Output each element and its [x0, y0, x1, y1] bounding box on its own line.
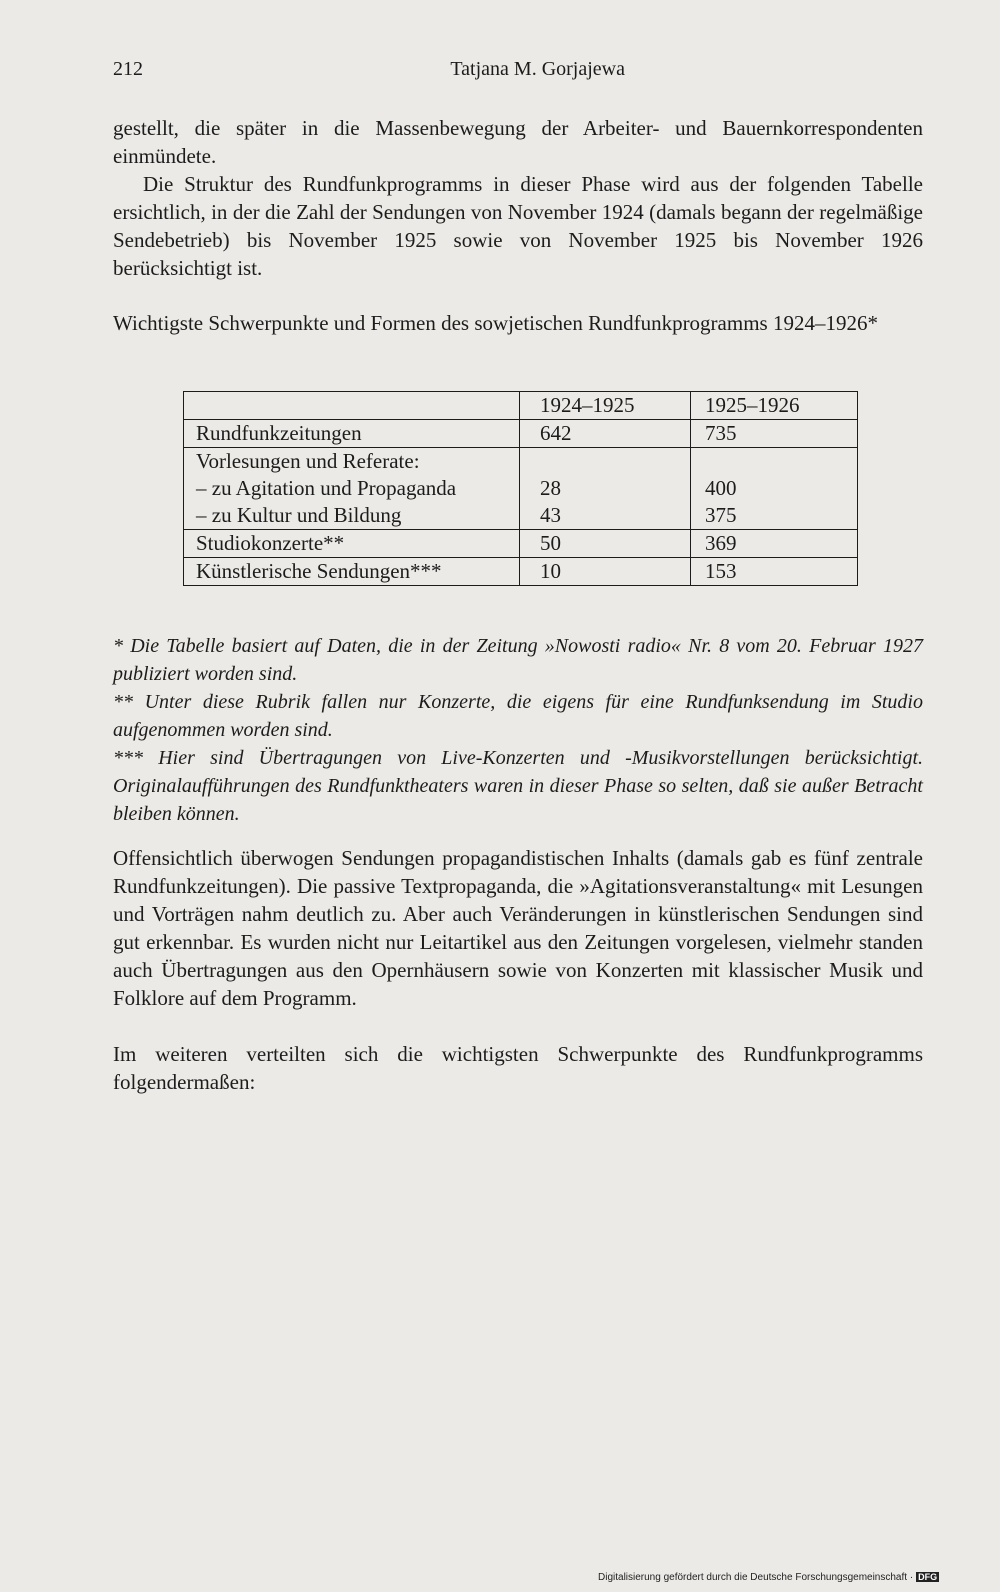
table-row [184, 502, 858, 530]
table-row [184, 448, 858, 476]
row-label: Studiokonzerte** [184, 530, 520, 558]
row-value-1: 10 [520, 558, 691, 586]
running-header [113, 58, 923, 88]
row-label: Künstlerische Sendungen*** [184, 558, 520, 586]
row-value-2: 375 [691, 502, 858, 530]
row-value-2: 369 [691, 530, 858, 558]
program-table [183, 391, 858, 586]
row-label: Rundfunkzeitungen [184, 420, 520, 448]
footnote-3: *** Hier sind Übertragungen von Live-Konzerten und -Musikvorstellungen berücksichtigt. Originalaufführungen des Rundfunktheaters waren in dieser Phase so selten, daß sie außer Betracht bleiben können. [113, 747, 923, 825]
page-number: 212 [113, 58, 143, 80]
table-header-row [184, 392, 858, 420]
row-label: – zu Agitation und Propaganda [184, 475, 520, 502]
table-header-1925: 1925–1926 [691, 392, 858, 420]
intro-paragraphs [113, 114, 923, 282]
row-value-1: 43 [520, 502, 691, 530]
row-value-1: 50 [520, 530, 691, 558]
table-row [184, 420, 858, 448]
row-value-1 [520, 448, 691, 476]
footnote-2: ** Unter diese Rubrik fallen nur Konzerte, die eigens für eine Rundfunksendung im Studio aufgenommen worden sind. [113, 691, 923, 741]
row-label: – zu Kultur und Bildung [184, 502, 520, 530]
running-author: Tatjana M. Gorjajewa [450, 58, 625, 80]
paragraph-propaganda: Offensichtlich überwogen Sendungen propagandistischen Inhalts (damals gab es fünf zentrale Rundfunkzeitungen). Die passive Textpropaganda, die »Agitationsveranstaltung« mit Lesungen und Vorträgen nahm deutlich zu. Aber auch Veränderungen in künstlerischen Sendungen sind gut erkennbar. Es wurden nicht nur Leitartikel aus den Zeitungen vorgelesen, vielmehr standen auch Übertragungen aus den Opernhäusern sowie von Konzerten mit klassischer Musik und Folklore auf dem Programm. [113, 846, 923, 1010]
table-header-empty [184, 392, 520, 420]
table-row [184, 558, 858, 586]
table-row [184, 530, 858, 558]
table-row [184, 475, 858, 502]
table-header-1924: 1924–1925 [520, 392, 691, 420]
dfg-logo: DFG [918, 1572, 938, 1582]
paragraph-further: Im weiteren verteilten sich die wichtigsten Schwerpunkte des Rundfunkprogramms folgendermaßen: [113, 1042, 923, 1094]
digitization-footer [598, 1572, 939, 1583]
row-label: Vorlesungen und Referate: [184, 448, 520, 476]
footer-text: Digitalisierung gefördert durch die Deutsche Forschungsgemeinschaft · [598, 1572, 914, 1583]
row-value-2 [691, 448, 858, 476]
table-footnotes [113, 632, 923, 828]
row-value-2: 735 [691, 420, 858, 448]
footnote-1: * Die Tabelle basiert auf Daten, die in der Zeitung »Nowosti radio« Nr. 8 vom 20. Februar 1927 publiziert worden sind. [113, 635, 923, 685]
paragraph-structure: Die Struktur des Rundfunkprogramms in dieser Phase wird aus der folgenden Tabelle ersichtlich, in der die Zahl der Sendungen von November 1924 (damals begann der regelmäßige Sendebetrieb) bis November 1925 sowie von November 1925 bis November 1926 berücksichtigt ist. [113, 172, 923, 280]
row-value-1: 642 [520, 420, 691, 448]
paragraph-continuation: gestellt, die später in die Massenbewegung der Arbeiter- und Bauernkorrespondenten einmündete. [113, 116, 923, 168]
row-value-2: 153 [691, 558, 858, 586]
table-caption: Wichtigste Schwerpunkte und Formen des sowjetischen Rundfunkprogramms 1924–1926* [113, 311, 878, 335]
row-value-2: 400 [691, 475, 858, 502]
row-value-1: 28 [520, 475, 691, 502]
